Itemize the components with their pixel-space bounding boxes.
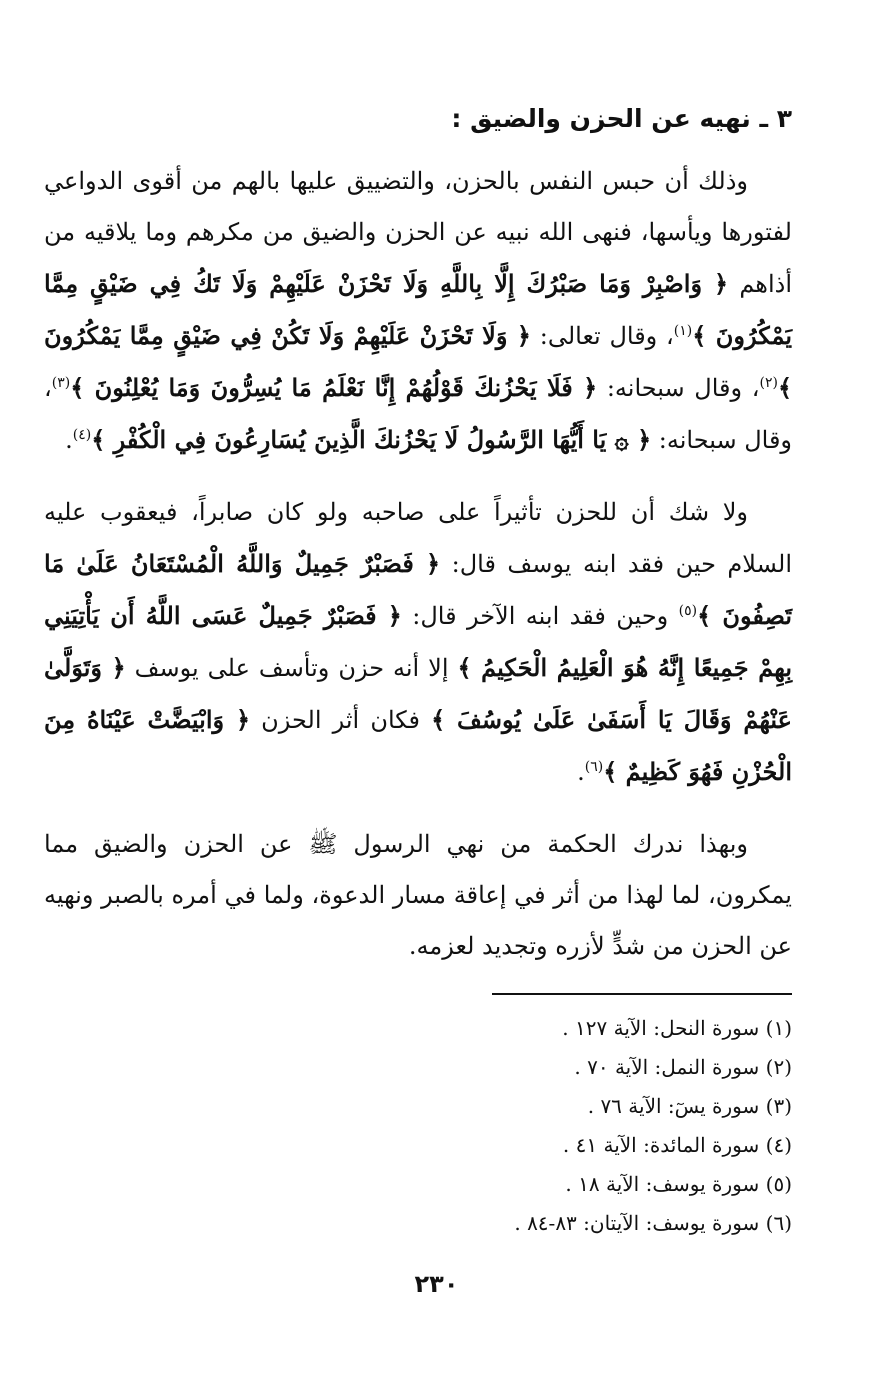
footnote-ref-5: (٥) — [678, 603, 698, 619]
footnote-ref-2: (٢) — [759, 375, 778, 391]
paragraph-2 — [44, 487, 792, 798]
page-number: ٢٣٠ — [414, 1270, 459, 1298]
paragraph-1-text-5: . — [65, 426, 73, 454]
footnote-3: (٣) سورة يسٓ: الآية ٧٦ . — [587, 1094, 792, 1118]
footnote-divider — [492, 993, 792, 995]
paragraph-1-text-1: وذلك أن حبس النفس بالحزن، والتضييق عليها بالهم من أقوى الدواعي لفتورها ويأسها، فنهى الله نبيه عن الحزن والضيق من مكرهم وما يلاقيه من أذاهم — [44, 167, 792, 298]
footnote-1: (١) سورة النحل: الآية ١٢٧ . — [562, 1016, 792, 1040]
paragraph-2-text-1: ولا شك أن للحزن تأثيراً على صاحبه ولو كان صابراً، فيعقوب عليه السلام حين فقد ابنه يوسف قال: — [44, 498, 793, 578]
paragraph-3: وبهذا ندرك الحكمة من نهي الرسول ﷺ عن الحزن والضيق مما يمكرون، لما لهذا من أثر في إعاقة مسار الدعوة، ولما في أمره بالصبر ونهيه عن الحزن من شدٍّ لأزره وتجديد لعزمه. — [44, 830, 792, 960]
footnotes-list — [44, 1009, 792, 1243]
paragraph-2-text-4: فكان أثر الحزن — [250, 706, 432, 734]
quran-verse-5: ﴿ فَصَبْرٌ جَمِيلٌ وَاللَّهُ الْمُسْتَعَانُ عَلَىٰ مَا تَصِفُونَ ﴾ — [44, 549, 793, 630]
footnote-2: (٢) سورة النمل: الآية ٧٠ . — [574, 1055, 792, 1079]
footnote-ref-1: (١) — [673, 323, 693, 339]
footnote-6: (٦) سورة يوسف: الآيتان: ٨٣-٨٤ . — [514, 1211, 792, 1235]
page-content — [44, 98, 792, 1348]
footnote-5: (٥) سورة يوسف: الآية ١٨ . — [565, 1172, 792, 1196]
footnote-ref-6: (٦) — [584, 759, 604, 775]
quran-verse-4: ﴿ ۞ يَا أَيُّهَا الرَّسُولُ لَا يَحْزُنكَ الَّذِينَ يُسَارِعُونَ فِي الْكُفْرِ ﴾ — [91, 425, 652, 454]
paragraph-2-text-5: . — [577, 758, 585, 786]
paragraph-1-text-2: ، وقال تعالى: — [531, 322, 674, 350]
quran-verse-6: ﴿ فَصَبْرٌ جَمِيلٌ عَسَى اللَّهُ أَن يَأْتِيَنِي بِهِمْ جَمِيعًا إِنَّهُ هُوَ الْعَلِيمُ الْحَكِيمُ ﴾ — [44, 601, 793, 682]
paragraph-2-text-2: وحين فقد ابنه الآخر قال: — [401, 602, 679, 630]
footnote-4: (٤) سورة المائدة: الآية ٤١ . — [562, 1133, 792, 1157]
footnote-ref-3: (٣) — [51, 375, 71, 391]
paragraph-1-text-3: ، وقال سبحانه: — [597, 374, 760, 402]
footnote-ref-4: (٤) — [72, 427, 92, 443]
quran-verse-8: ﴿ وَابْيَضَّتْ عَيْنَاهُ مِنَ الْحُزْنِ فَهُوَ كَظِيمٌ ﴾ — [44, 705, 792, 786]
quran-verse-3: ﴿ فَلَا يَحْزُنكَ قَوْلُهُمْ إِنَّا نَعْلَمُ مَا يُسِرُّونَ وَمَا يُعْلِنُونَ ﴾ — [70, 373, 598, 402]
quran-verse-2: ﴿ وَلَا تَحْزَنْ عَلَيْهِمْ وَلَا تَكُنْ فِي ضَيْقٍ مِمَّا يَمْكُرُونَ ﴾ — [44, 321, 793, 402]
section-heading: ٣ ـ نهيه عن الحزن والضيق : — [451, 104, 792, 133]
quran-verse-7: ﴿ وَتَوَلَّىٰ عَنْهُمْ وَقَالَ يَا أَسَفَىٰ عَلَىٰ يُوسُفَ ﴾ — [44, 653, 792, 734]
paragraph-2-text-3: إلا أنه حزن وتأسف على يوسف — [125, 654, 458, 682]
paragraph-1 — [44, 156, 792, 466]
quran-verse-1: ﴿ وَاصْبِرْ وَمَا صَبْرُكَ إِلَّا بِاللَّهِ وَلَا تَحْزَنْ عَلَيْهِمْ وَلَا تَكُ فِي ضَيْقٍ مِمَّا يَمْكُرُونَ ﴾ — [44, 269, 793, 350]
paragraph-1-text-4: ، وقال سبحانه: — [44, 374, 792, 454]
